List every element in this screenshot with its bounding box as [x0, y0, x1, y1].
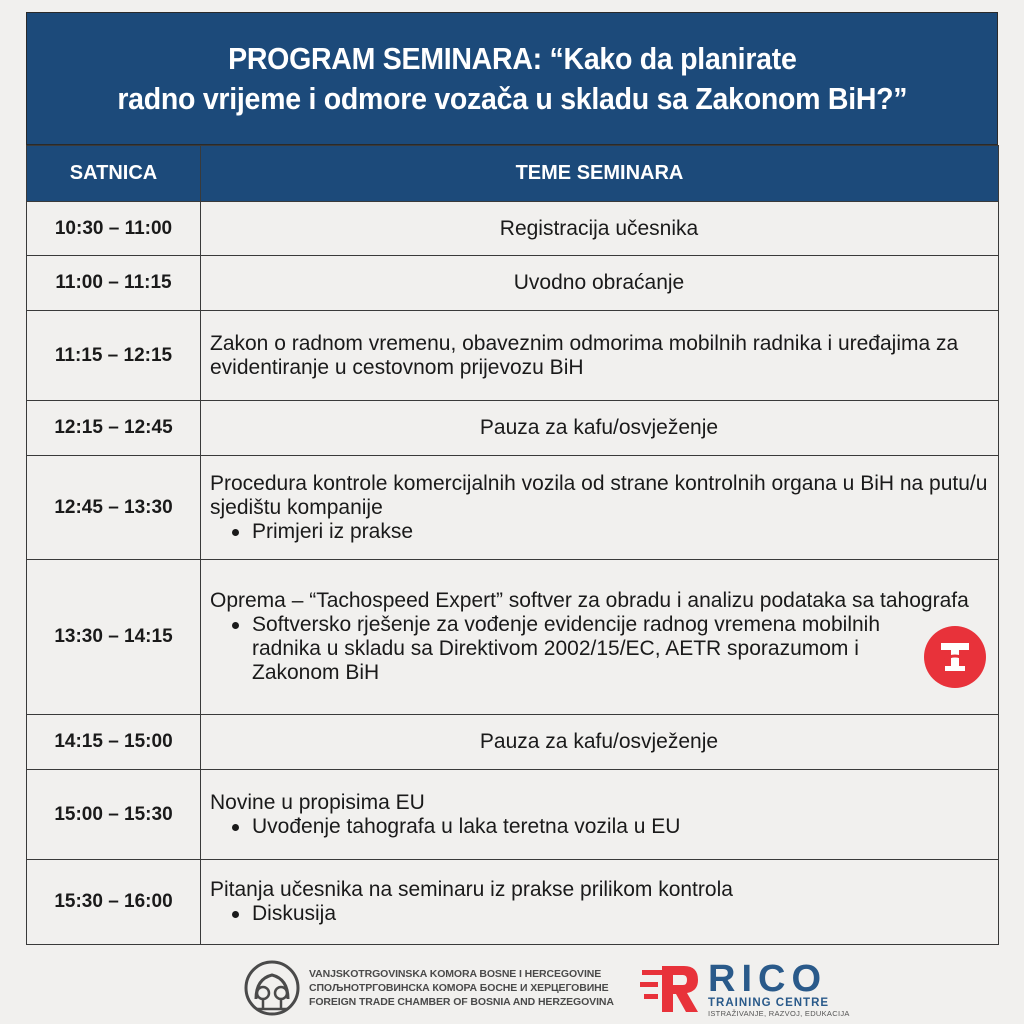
time-cell: 11:00 – 11:15	[27, 256, 201, 311]
time-cell: 14:15 – 15:00	[27, 715, 201, 770]
chamber-name	[309, 968, 614, 1008]
rico-subtitle: TRAINING CENTRE	[708, 996, 830, 1009]
chamber-logo-icon	[243, 959, 301, 1017]
topic-text: Oprema – “Tachospeed Expert” softver za obradu i analizu podataka sa tahografa	[210, 589, 969, 612]
topic-cell	[201, 860, 999, 945]
topic-cell: Uvodno obraćanje	[201, 256, 999, 311]
table-row	[27, 770, 999, 860]
rico-logo	[640, 958, 850, 1020]
header-time: SATNICA	[27, 146, 201, 202]
page-title-banner	[26, 12, 998, 145]
topic-bullets	[210, 902, 988, 926]
topic-text: Novine u propisima EU	[210, 790, 425, 814]
topic-cell	[201, 560, 999, 715]
page-title	[117, 39, 907, 119]
topic-cell: Pauza za kafu/osvježenje	[201, 401, 999, 456]
table-row	[27, 456, 999, 560]
time-cell: 15:30 – 16:00	[27, 860, 201, 945]
topic-text: Procedura kontrole komercijalnih vozila od strane kontrolnih organa u BiH na putu/u sjedištu kompanije	[210, 471, 988, 519]
rico-name: RICO	[708, 957, 827, 1000]
topic-cell: Zakon o radnom vremenu, obaveznim odmorima mobilnih radnika i uređajima za evidentiranje u cestovnom prijevozu BiH	[201, 311, 999, 401]
program-table	[26, 145, 999, 945]
title-line-1: PROGRAM SEMINARA: “Kako da planirate	[227, 40, 797, 76]
bullet-item: Primjeri iz prakse	[232, 520, 988, 544]
time-cell: 11:15 – 12:15	[27, 311, 201, 401]
topic-cell	[201, 456, 999, 560]
title-line-2: radno vrijeme i odmore vozača u skladu sa Zakonom BiH?”	[117, 80, 907, 116]
chamber-name-en: FOREIGN TRADE CHAMBER OF BOSNIA AND HERZEGOVINA	[309, 996, 614, 1008]
table-row	[27, 860, 999, 945]
table-row	[27, 256, 999, 311]
time-cell: 15:00 – 15:30	[27, 770, 201, 860]
topic-bullets	[210, 613, 988, 685]
bullet-item: Softversko rješenje za vođenje evidencije radnog vremena mobilnih radnika u skladu sa Direktivom 2002/15/EC, AETR sporazumom i Zakonom BiH	[232, 613, 918, 685]
topic-bullets	[210, 815, 988, 839]
table-row	[27, 401, 999, 456]
time-cell: 12:45 – 13:30	[27, 456, 201, 560]
chamber-logo	[243, 958, 614, 1018]
topic-cell: Registracija učesnika	[201, 202, 999, 256]
tachospeed-logo-icon	[924, 626, 986, 688]
chamber-name-sr: СПОЉНОТРГОВИНСКА КОМОРА БОСНЕ И ХЕРЦЕГОВИНЕ	[309, 982, 609, 994]
table-header-row	[27, 146, 999, 202]
time-cell: 13:30 – 14:15	[27, 560, 201, 715]
topic-cell: Pauza za kafu/osvježenje	[201, 715, 999, 770]
time-cell: 10:30 – 11:00	[27, 202, 201, 256]
topic-bullets	[210, 520, 988, 544]
header-topic: TEME SEMINARA	[201, 146, 999, 202]
table-row	[27, 560, 999, 715]
bullet-item: Uvođenje tahografa u laka teretna vozila u EU	[232, 815, 988, 839]
chamber-name-bs: VANJSKOTRGOVINSKA KOMORA BOSNE I HERCEGOVINE	[309, 968, 602, 980]
rico-logo-icon	[640, 958, 702, 1020]
topic-text: Pitanja učesnika na seminaru iz prakse prilikom kontrola	[210, 878, 733, 901]
rico-tagline: ISTRAŽIVANJE, RAZVOJ, EDUKACIJA	[708, 1008, 850, 1018]
rico-brand	[708, 957, 850, 1018]
table-row	[27, 202, 999, 256]
table-row	[27, 715, 999, 770]
topic-cell	[201, 770, 999, 860]
table-row	[27, 311, 999, 401]
bullet-item: Diskusija	[232, 902, 988, 926]
time-cell: 12:15 – 12:45	[27, 401, 201, 456]
